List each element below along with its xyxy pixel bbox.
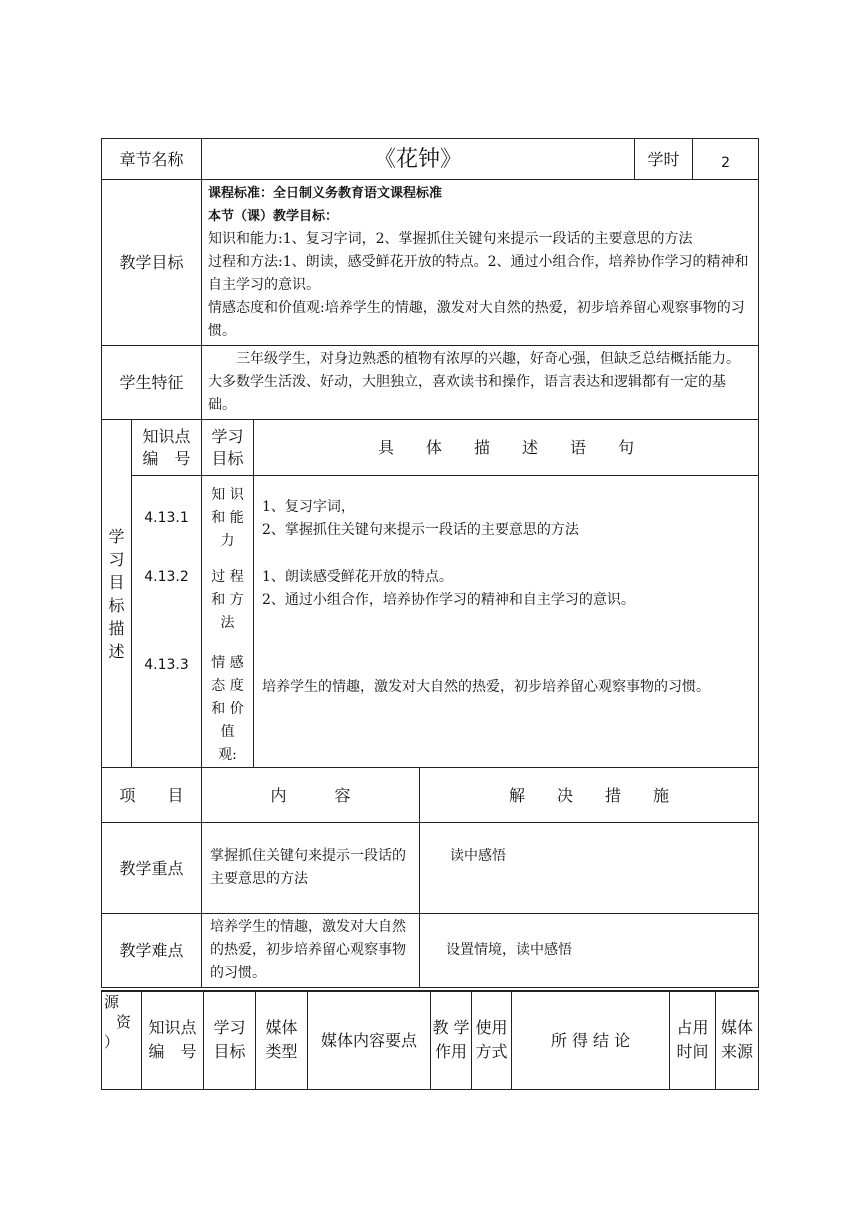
header-row	[102, 139, 759, 180]
knowledge-ability: 知识和能力:1、复习字词，2、掌握抓住关键句来提示一段话的主要意思的方法	[208, 231, 693, 247]
resources-table	[101, 990, 759, 1090]
emotion-values: 情感态度和价值观:培养学生的情趣，激发对大自然的热爱，初步培养留心观察事物的习惯。	[208, 300, 745, 339]
process-method: 过程和方法:1、朗读，感受鲜花开放的特点。2、通过小组合作，培养协作学习的精神和自主学习的意识。	[208, 254, 749, 293]
res-col-source: 媒体 来源	[716, 991, 759, 1089]
resources-header-row	[102, 991, 759, 1089]
res-col-conclusion: 所 得 结 论	[512, 991, 670, 1089]
objectives-row	[102, 180, 759, 346]
difficulty-measure: 设置情境，读中感悟	[420, 914, 759, 988]
course-standard: 课程标准：全日制义务教育语文课程标准	[208, 186, 443, 201]
key-point-label: 教学重点	[102, 823, 202, 914]
res-col-goal: 学习 目标	[204, 991, 256, 1089]
col-knowledge-point: 知识点 编 号	[132, 420, 202, 476]
chapter-label: 章节名称	[102, 139, 202, 180]
key-point-content: 掌握抓住关键句来提示一段话的主要意思的方法	[202, 823, 420, 914]
students-label: 学生特征	[102, 346, 202, 420]
goal-type-1: 知 识 和 能 力	[202, 476, 254, 562]
col-content: 内 容	[202, 768, 420, 823]
col-measure: 解 决 措 施	[420, 768, 759, 823]
lesson-plan-sheet	[101, 138, 758, 1090]
goal-code-3: 4.13.3	[132, 642, 202, 768]
main-table	[101, 138, 759, 768]
goal-desc-1: 1、复习字词， 2、掌握抓住关键句来提示一段话的主要意思的方法	[254, 476, 759, 562]
lesson-title: 《花钟》	[202, 139, 635, 180]
goal-row-2	[102, 562, 759, 642]
difficulty-label: 教学难点	[102, 914, 202, 988]
res-col-point: 知识点 编 号	[142, 991, 204, 1089]
res-col-media-type: 媒体 类型	[256, 991, 308, 1089]
goals-side-label: 学 习 目 标 描 述	[102, 420, 132, 768]
key-point-row	[102, 823, 759, 914]
col-item: 项 目	[102, 768, 202, 823]
resource-side-label: 源 资 ）	[102, 991, 142, 1089]
hours-value: 2	[693, 139, 759, 180]
section-goal-heading: 本节（课）教学目标：	[208, 209, 339, 224]
items-header-row	[102, 768, 759, 823]
res-col-use-mode: 使用 方式	[472, 991, 512, 1089]
goal-code-1: 4.13.1	[132, 476, 202, 562]
difficulty-content: 培养学生的情趣，激发对大自然的热爱，初步培养留心观察事物的习惯。	[202, 914, 420, 988]
items-table	[101, 767, 759, 988]
goal-row-1	[102, 476, 759, 562]
res-col-time: 占用 时间	[670, 991, 716, 1089]
goal-type-3: 情 感 态 度 和 价 值 观:	[202, 642, 254, 768]
goal-code-2: 4.13.2	[132, 562, 202, 642]
res-col-media-points: 媒体内容要点	[308, 991, 431, 1089]
students-text: 三年级学生，对身边熟悉的植物有浓厚的兴趣，好奇心强，但缺乏总结概括能力。大多数学生活泼、好动，大胆独立，喜欢读书和操作，语言表达和逻辑都有一定的基础。	[202, 346, 759, 420]
col-learning-goal: 学习 目标	[202, 420, 254, 476]
students-row	[102, 346, 759, 420]
goal-type-2: 过 程 和 方 法	[202, 562, 254, 642]
difficulty-row	[102, 914, 759, 988]
goal-row-3	[102, 642, 759, 768]
goals-header-row	[102, 420, 759, 476]
objectives-label: 教学目标	[102, 180, 202, 346]
col-description: 具 体 描 述 语 句	[254, 420, 759, 476]
res-col-teach-use: 教 学 作用	[431, 991, 472, 1089]
hours-label: 学时	[635, 139, 693, 180]
goal-desc-3: 培养学生的情趣，激发对大自然的热爱，初步培养留心观察事物的习惯。	[254, 642, 759, 768]
key-point-measure: 读中感悟	[420, 823, 759, 914]
goal-desc-2: 1、朗读感受鲜花开放的特点。 2、通过小组合作，培养协作学习的精神和自主学习的意识。	[254, 562, 759, 642]
